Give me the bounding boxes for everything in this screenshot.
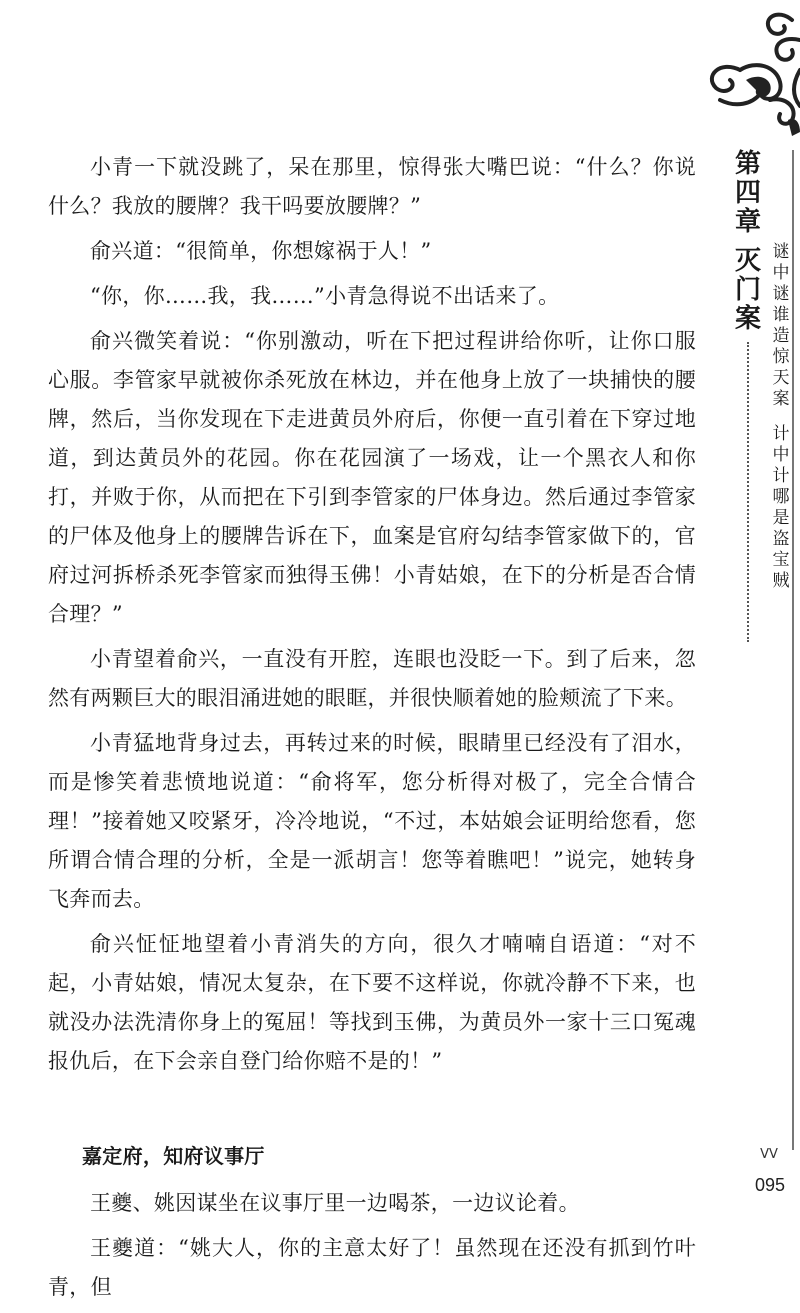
paragraph: 俞兴怔怔地望着小青消失的方向，很久才喃喃自语道：“对不起，小青姑娘，情况太复杂，在下要不这样说，你就冷静不下来，也就没办法洗清你身上的冤屈！等找到玉佛，为黄员外一家十三口冤魂报仇后，在下会亲自登门给你赔不是的！” [48, 932, 696, 1073]
chapter-number-char: 章 [734, 207, 761, 237]
paragraph: 俞兴微笑着说：“你别激动，听在下把过程讲给你听，让你口服心服。李管家早就被你杀死放在林边，并在他身上放了一块捕快的腰牌，然后，当你发现在下走进黄员外府后，你便一直引着在下穿过地道，到达黄员外的花园。你在花园演了一场戏，让一个黑衣人和你打，并败于你，从而把在下引到李管家的尸体身边。然后通过李管家的尸体及他身上的腰牌告诉在下，血案是官府勾结李管家做下的，官府过河拆桥杀死李管家而独得玉佛！小青姑娘，在下的分析是否合情合理？” [48, 329, 696, 626]
subtitle-char: 案 [772, 389, 790, 409]
chapter-sidebar [733, 150, 791, 642]
subtitle-char: 惊 [772, 347, 790, 367]
paragraph: 小青猛地背身过去，再转过来的时候，眼睛里已经没有了泪水，而是惨笑着悲愤地说道：“俞将军，您分析得对极了，完全合情合理！”接着她又咬紧牙，冷冷地说，“不过，本姑娘会证明给您看，您所谓合情合理的分析，全是一派胡言！您等着瞧吧！”说完，她转身飞奔而去。 [48, 731, 696, 911]
margin-rule [792, 150, 794, 1150]
subtitle-char: 宝 [772, 550, 790, 570]
subtitle-char: 谜 [772, 242, 790, 262]
subtitle-char: 贼 [772, 571, 790, 591]
chapter-heading [733, 150, 763, 642]
page-number: 095 [754, 1175, 786, 1195]
subtitle-char: 是 [772, 508, 790, 528]
chapter-title-char: 门 [734, 275, 761, 305]
subtitle-char: 天 [772, 368, 790, 388]
subtitle-char: 造 [772, 326, 790, 346]
subtitle-char: 盗 [772, 529, 790, 549]
subtitle-char: 哪 [772, 487, 790, 507]
paragraph: 王夔道：“姚大人，你的主意太好了！虽然现在还没有抓到竹叶青，但 [48, 1236, 696, 1299]
chapter-number-char: 第 [734, 149, 761, 179]
paragraph: 俞兴道：“很简单，你想嫁祸于人！” [90, 239, 432, 263]
subtitle-char: 中 [772, 445, 790, 465]
subtitle-char: 谜 [772, 284, 790, 304]
paragraph: 小青望着俞兴，一直没有开腔，连眼也没眨一下。到了后来，忽然有两颗巨大的眼泪涌进她的眼眶，并很快顺着她的脸颊流了下来。 [48, 647, 696, 710]
subtitle-char: 计 [772, 424, 790, 444]
page-arrow-icon: VV [760, 1147, 778, 1162]
subtitle-char: 计 [772, 466, 790, 486]
cloud-ornament-icon [700, 0, 800, 150]
chapter-number-char: 四 [734, 178, 761, 208]
paragraph: 小青一下就没跳了，呆在那里，惊得张大嘴巴说：“什么？你说什么？我放的腰牌？我干吗要放腰牌？” [48, 155, 696, 218]
dotted-divider [747, 342, 749, 642]
chapter-title-char: 灭 [734, 246, 761, 276]
subtitle-char: 谁 [772, 305, 790, 325]
section-heading: 嘉定府，知府议事厅 [82, 1144, 265, 1168]
main-text [48, 148, 696, 1313]
chapter-subtitle [771, 242, 791, 592]
subtitle-char: 中 [772, 263, 790, 283]
chapter-title-char: 案 [734, 304, 761, 334]
paragraph: 王夔、姚因谋坐在议事厅里一边喝茶，一边议论着。 [90, 1191, 580, 1215]
paragraph: “你，你……我，我……”小青急得说不出话来了。 [90, 284, 560, 308]
